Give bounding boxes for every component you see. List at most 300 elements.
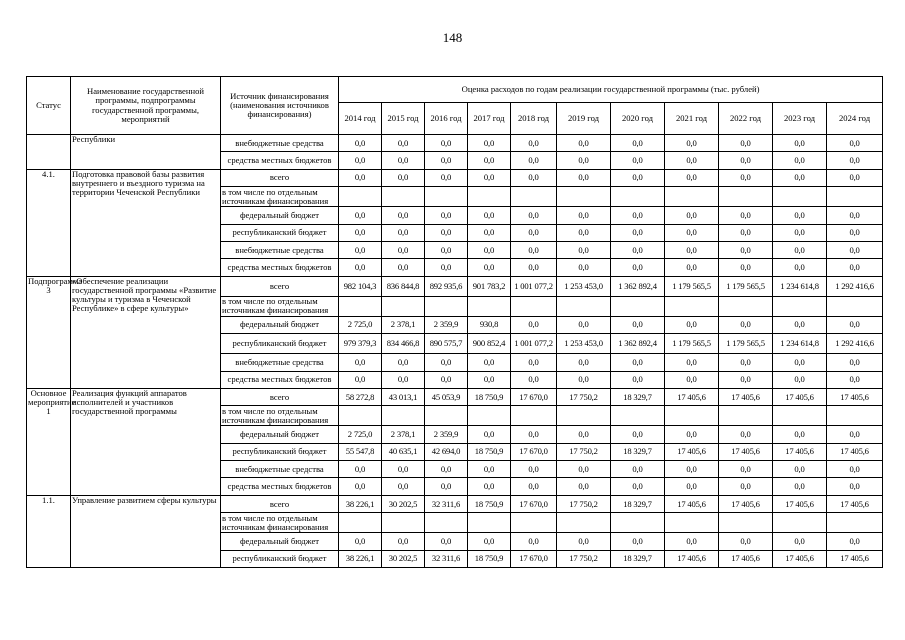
row-program-name: Республики	[71, 135, 221, 170]
value-cell: 0,0	[827, 224, 883, 241]
value-cell: 17 405,6	[719, 550, 773, 567]
value-cell: 0,0	[468, 241, 511, 258]
value-cell	[827, 296, 883, 316]
value-cell: 0,0	[827, 207, 883, 224]
value-cell: 0,0	[719, 152, 773, 169]
value-cell: 17 405,6	[665, 388, 719, 405]
value-cell: 0,0	[773, 241, 827, 258]
value-cell: 17 405,6	[665, 550, 719, 567]
value-cell: 0,0	[557, 224, 611, 241]
value-cell: 892 935,6	[425, 276, 468, 296]
value-cell: 0,0	[382, 259, 425, 276]
value-cell: 18 750,9	[468, 495, 511, 512]
value-cell	[339, 513, 382, 533]
header-source: Источник финансирования (наименования источников финансирования)	[221, 77, 339, 135]
value-cell	[719, 187, 773, 207]
value-cell: 0,0	[425, 152, 468, 169]
value-cell: 0,0	[468, 461, 511, 478]
value-cell: 0,0	[468, 135, 511, 152]
value-cell: 0,0	[557, 259, 611, 276]
row-status	[27, 135, 71, 170]
value-cell: 0,0	[773, 152, 827, 169]
value-cell: 0,0	[511, 478, 557, 495]
value-cell: 17 405,6	[665, 495, 719, 512]
header-year: 2023 год	[773, 103, 827, 135]
value-cell: 0,0	[511, 152, 557, 169]
value-cell	[773, 406, 827, 426]
value-cell	[468, 406, 511, 426]
value-cell: 930,8	[468, 316, 511, 333]
value-cell: 0,0	[557, 135, 611, 152]
value-cell: 17 405,6	[773, 550, 827, 567]
value-cell: 0,0	[468, 426, 511, 443]
value-cell	[557, 513, 611, 533]
value-cell: 0,0	[425, 207, 468, 224]
value-cell: 0,0	[425, 224, 468, 241]
value-cell	[511, 513, 557, 533]
value-cell: 0,0	[665, 241, 719, 258]
value-cell: 17 405,6	[827, 495, 883, 512]
value-cell: 0,0	[511, 207, 557, 224]
value-cell: 0,0	[611, 478, 665, 495]
value-cell: 38 226,1	[339, 550, 382, 567]
value-cell: 0,0	[773, 426, 827, 443]
value-cell	[719, 406, 773, 426]
value-cell: 0,0	[511, 241, 557, 258]
row-status: 1.1.	[27, 495, 71, 567]
value-cell: 0,0	[773, 478, 827, 495]
header-status: Статус	[27, 77, 71, 135]
row-funding-source: республиканский бюджет	[221, 550, 339, 567]
row-funding-source: внебюджетные средства	[221, 461, 339, 478]
value-cell: 0,0	[719, 371, 773, 388]
value-cell: 0,0	[382, 533, 425, 550]
value-cell	[382, 296, 425, 316]
value-cell: 0,0	[773, 354, 827, 371]
value-cell	[339, 296, 382, 316]
row-program-name: Реализация функций аппаратов исполнителей и участников государственной программы	[71, 388, 221, 495]
value-cell: 17 405,6	[827, 388, 883, 405]
value-cell: 0,0	[382, 371, 425, 388]
value-cell: 0,0	[339, 135, 382, 152]
value-cell: 2 359,9	[425, 316, 468, 333]
value-cell: 0,0	[611, 461, 665, 478]
value-cell: 1 362 892,4	[611, 276, 665, 296]
value-cell: 1 234 614,8	[773, 334, 827, 354]
value-cell: 0,0	[827, 241, 883, 258]
value-cell	[665, 296, 719, 316]
header-year: 2015 год	[382, 103, 425, 135]
value-cell: 1 179 565,5	[719, 334, 773, 354]
value-cell: 0,0	[611, 224, 665, 241]
table-row	[27, 169, 883, 186]
header-name: Наименование государственной программы, подпрограммы государственной программы, мероприятий	[71, 77, 221, 135]
value-cell: 0,0	[719, 135, 773, 152]
table-row	[27, 276, 883, 296]
row-funding-source: федеральный бюджет	[221, 207, 339, 224]
value-cell: 0,0	[339, 152, 382, 169]
value-cell: 2 378,1	[382, 426, 425, 443]
value-cell: 42 694,0	[425, 443, 468, 460]
value-cell: 0,0	[719, 426, 773, 443]
value-cell: 43 013,1	[382, 388, 425, 405]
value-cell	[468, 187, 511, 207]
row-status: Подпрограмма 3	[27, 276, 71, 388]
value-cell: 18 750,9	[468, 388, 511, 405]
value-cell	[827, 187, 883, 207]
header-year: 2017 год	[468, 103, 511, 135]
value-cell	[611, 296, 665, 316]
value-cell: 0,0	[827, 152, 883, 169]
value-cell: 0,0	[557, 169, 611, 186]
value-cell: 32 311,6	[425, 495, 468, 512]
value-cell: 1 362 892,4	[611, 334, 665, 354]
value-cell: 0,0	[773, 371, 827, 388]
value-cell: 0,0	[425, 461, 468, 478]
value-cell: 30 202,5	[382, 495, 425, 512]
value-cell: 0,0	[665, 461, 719, 478]
value-cell: 17 405,6	[719, 495, 773, 512]
value-cell: 18 750,9	[468, 443, 511, 460]
value-cell: 0,0	[611, 152, 665, 169]
value-cell: 0,0	[339, 371, 382, 388]
value-cell: 0,0	[827, 135, 883, 152]
value-cell: 900 852,4	[468, 334, 511, 354]
value-cell: 0,0	[382, 461, 425, 478]
value-cell: 1 292 416,6	[827, 276, 883, 296]
value-cell: 0,0	[382, 224, 425, 241]
value-cell: 1 001 077,2	[511, 276, 557, 296]
value-cell: 0,0	[827, 316, 883, 333]
value-cell: 0,0	[557, 426, 611, 443]
value-cell	[425, 513, 468, 533]
value-cell: 17 670,0	[511, 388, 557, 405]
value-cell: 0,0	[773, 533, 827, 550]
header-year: 2014 год	[339, 103, 382, 135]
value-cell: 30 202,5	[382, 550, 425, 567]
value-cell: 17 405,6	[773, 495, 827, 512]
value-cell: 0,0	[611, 207, 665, 224]
value-cell	[511, 187, 557, 207]
value-cell	[773, 513, 827, 533]
value-cell: 0,0	[425, 354, 468, 371]
row-funding-source: федеральный бюджет	[221, 316, 339, 333]
value-cell: 0,0	[719, 224, 773, 241]
value-cell	[468, 296, 511, 316]
value-cell: 17 750,2	[557, 495, 611, 512]
value-cell: 0,0	[719, 533, 773, 550]
value-cell: 0,0	[511, 224, 557, 241]
value-cell: 0,0	[611, 169, 665, 186]
row-funding-source: республиканский бюджет	[221, 334, 339, 354]
row-funding-source: всего	[221, 495, 339, 512]
row-status: Основное мероприятие 1	[27, 388, 71, 495]
value-cell: 18 329,7	[611, 495, 665, 512]
value-cell: 0,0	[773, 207, 827, 224]
row-program-name: «Обеспечение реализации государственной программы «Развитие культуры и туризма в Чеченской Республике» в сфере культуры»	[71, 276, 221, 388]
value-cell: 0,0	[339, 224, 382, 241]
value-cell: 0,0	[425, 478, 468, 495]
table-header	[27, 77, 883, 135]
header-year: 2021 год	[665, 103, 719, 135]
value-cell: 1 179 565,5	[665, 276, 719, 296]
value-cell	[827, 513, 883, 533]
value-cell: 0,0	[557, 533, 611, 550]
value-cell: 834 466,8	[382, 334, 425, 354]
value-cell: 0,0	[665, 371, 719, 388]
value-cell: 0,0	[773, 169, 827, 186]
value-cell	[557, 406, 611, 426]
value-cell: 32 311,6	[425, 550, 468, 567]
row-funding-source: в том числе по отдельным источникам финансирования	[221, 187, 339, 207]
value-cell: 0,0	[511, 316, 557, 333]
value-cell	[611, 513, 665, 533]
row-program-name: Управление развитием сферы культуры	[71, 495, 221, 567]
value-cell: 17 405,6	[719, 443, 773, 460]
value-cell	[611, 406, 665, 426]
value-cell	[382, 406, 425, 426]
row-funding-source: в том числе по отдельным источникам финансирования	[221, 296, 339, 316]
value-cell: 0,0	[611, 316, 665, 333]
value-cell: 18 329,7	[611, 388, 665, 405]
row-funding-source: федеральный бюджет	[221, 426, 339, 443]
header-year: 2024 год	[827, 103, 883, 135]
header-year: 2022 год	[719, 103, 773, 135]
value-cell: 0,0	[611, 135, 665, 152]
row-funding-source: внебюджетные средства	[221, 135, 339, 152]
value-cell: 0,0	[339, 478, 382, 495]
value-cell: 17 405,6	[827, 443, 883, 460]
value-cell: 17 405,6	[773, 443, 827, 460]
value-cell: 0,0	[773, 259, 827, 276]
row-funding-source: республиканский бюджет	[221, 443, 339, 460]
value-cell: 0,0	[339, 169, 382, 186]
value-cell	[382, 187, 425, 207]
row-funding-source: всего	[221, 276, 339, 296]
value-cell: 17 405,6	[773, 388, 827, 405]
value-cell: 901 783,2	[468, 276, 511, 296]
value-cell: 0,0	[511, 354, 557, 371]
row-funding-source: средства местных бюджетов	[221, 371, 339, 388]
value-cell: 17 750,2	[557, 443, 611, 460]
value-cell: 38 226,1	[339, 495, 382, 512]
value-cell: 0,0	[468, 224, 511, 241]
value-cell: 0,0	[665, 478, 719, 495]
row-funding-source: в том числе по отдельным источникам финансирования	[221, 513, 339, 533]
row-funding-source: всего	[221, 169, 339, 186]
value-cell: 0,0	[557, 241, 611, 258]
value-cell: 17 405,6	[665, 443, 719, 460]
value-cell: 0,0	[773, 461, 827, 478]
value-cell: 0,0	[611, 426, 665, 443]
table-body	[27, 135, 883, 568]
value-cell: 17 670,0	[511, 443, 557, 460]
value-cell: 0,0	[339, 461, 382, 478]
value-cell	[557, 187, 611, 207]
row-funding-source: средства местных бюджетов	[221, 478, 339, 495]
value-cell: 0,0	[339, 259, 382, 276]
value-cell	[665, 513, 719, 533]
value-cell: 0,0	[773, 224, 827, 241]
value-cell	[719, 296, 773, 316]
value-cell: 0,0	[468, 354, 511, 371]
value-cell: 0,0	[468, 207, 511, 224]
row-status: 4.1.	[27, 169, 71, 276]
value-cell: 17 405,6	[827, 550, 883, 567]
value-cell: 0,0	[382, 207, 425, 224]
header-estimate: Оценка расходов по годам реализации государственной программы (тыс. рублей)	[339, 77, 883, 103]
value-cell: 0,0	[665, 207, 719, 224]
value-cell: 890 575,7	[425, 334, 468, 354]
value-cell: 0,0	[827, 169, 883, 186]
value-cell: 1 179 565,5	[719, 276, 773, 296]
value-cell	[665, 187, 719, 207]
value-cell: 2 378,1	[382, 316, 425, 333]
value-cell: 0,0	[611, 241, 665, 258]
row-funding-source: в том числе по отдельным источникам финансирования	[221, 406, 339, 426]
value-cell	[382, 513, 425, 533]
value-cell: 0,0	[511, 461, 557, 478]
value-cell: 17 750,2	[557, 550, 611, 567]
value-cell: 0,0	[719, 478, 773, 495]
value-cell: 0,0	[425, 259, 468, 276]
header-year: 2020 год	[611, 103, 665, 135]
value-cell: 0,0	[665, 169, 719, 186]
table-row	[27, 135, 883, 152]
value-cell: 1 253 453,0	[557, 276, 611, 296]
value-cell: 0,0	[665, 135, 719, 152]
value-cell	[468, 513, 511, 533]
row-funding-source: республиканский бюджет	[221, 224, 339, 241]
budget-table	[26, 76, 883, 568]
value-cell: 0,0	[773, 316, 827, 333]
value-cell: 17 405,6	[719, 388, 773, 405]
value-cell: 0,0	[665, 152, 719, 169]
value-cell: 0,0	[382, 241, 425, 258]
value-cell: 0,0	[665, 224, 719, 241]
value-cell	[773, 187, 827, 207]
value-cell: 0,0	[339, 533, 382, 550]
value-cell: 0,0	[719, 207, 773, 224]
value-cell: 18 329,7	[611, 443, 665, 460]
value-cell: 0,0	[827, 259, 883, 276]
value-cell: 1 001 077,2	[511, 334, 557, 354]
value-cell: 0,0	[511, 533, 557, 550]
row-funding-source: средства местных бюджетов	[221, 152, 339, 169]
value-cell: 0,0	[382, 135, 425, 152]
value-cell: 58 272,8	[339, 388, 382, 405]
row-program-name: Подготовка правовой базы развития внутреннего и въездного туризма на территории Чеченской Республики	[71, 169, 221, 276]
value-cell	[425, 296, 468, 316]
row-funding-source: федеральный бюджет	[221, 533, 339, 550]
value-cell: 836 844,8	[382, 276, 425, 296]
value-cell: 0,0	[827, 478, 883, 495]
value-cell: 0,0	[557, 354, 611, 371]
value-cell: 45 053,9	[425, 388, 468, 405]
value-cell	[511, 406, 557, 426]
value-cell: 17 670,0	[511, 495, 557, 512]
value-cell: 979 379,3	[339, 334, 382, 354]
value-cell: 0,0	[719, 316, 773, 333]
value-cell: 0,0	[425, 169, 468, 186]
table-row	[27, 388, 883, 405]
value-cell	[827, 406, 883, 426]
value-cell: 17 670,0	[511, 550, 557, 567]
value-cell: 1 234 614,8	[773, 276, 827, 296]
value-cell: 0,0	[468, 169, 511, 186]
value-cell: 0,0	[665, 426, 719, 443]
value-cell: 0,0	[382, 354, 425, 371]
value-cell: 0,0	[827, 354, 883, 371]
value-cell: 1 253 453,0	[557, 334, 611, 354]
value-cell: 0,0	[557, 316, 611, 333]
value-cell: 55 547,8	[339, 443, 382, 460]
header-year: 2019 год	[557, 103, 611, 135]
value-cell: 0,0	[827, 461, 883, 478]
value-cell: 0,0	[468, 152, 511, 169]
value-cell: 0,0	[382, 169, 425, 186]
value-cell: 18 329,7	[611, 550, 665, 567]
value-cell: 0,0	[557, 207, 611, 224]
value-cell: 0,0	[557, 478, 611, 495]
value-cell: 40 635,1	[382, 443, 425, 460]
value-cell: 0,0	[719, 259, 773, 276]
header-year: 2016 год	[425, 103, 468, 135]
value-cell: 0,0	[511, 169, 557, 186]
value-cell: 0,0	[468, 533, 511, 550]
value-cell: 0,0	[719, 354, 773, 371]
value-cell: 0,0	[511, 371, 557, 388]
table-row	[27, 495, 883, 512]
value-cell	[339, 406, 382, 426]
value-cell: 1 292 416,6	[827, 334, 883, 354]
value-cell	[425, 187, 468, 207]
value-cell: 0,0	[611, 371, 665, 388]
value-cell: 2 359,9	[425, 426, 468, 443]
value-cell: 2 725,0	[339, 316, 382, 333]
value-cell: 0,0	[339, 354, 382, 371]
value-cell: 0,0	[773, 135, 827, 152]
value-cell: 0,0	[468, 478, 511, 495]
row-funding-source: внебюджетные средства	[221, 354, 339, 371]
value-cell: 0,0	[382, 478, 425, 495]
value-cell: 0,0	[468, 259, 511, 276]
value-cell: 0,0	[511, 135, 557, 152]
row-funding-source: всего	[221, 388, 339, 405]
row-funding-source: средства местных бюджетов	[221, 259, 339, 276]
value-cell: 0,0	[827, 371, 883, 388]
value-cell: 0,0	[339, 207, 382, 224]
value-cell: 0,0	[665, 533, 719, 550]
value-cell: 0,0	[557, 371, 611, 388]
value-cell: 0,0	[665, 259, 719, 276]
value-cell: 0,0	[665, 354, 719, 371]
value-cell	[511, 296, 557, 316]
value-cell: 1 179 565,5	[665, 334, 719, 354]
row-funding-source: внебюджетные средства	[221, 241, 339, 258]
value-cell: 0,0	[425, 533, 468, 550]
value-cell: 0,0	[557, 152, 611, 169]
value-cell: 0,0	[611, 354, 665, 371]
page-number: 148	[442, 30, 463, 45]
value-cell	[557, 296, 611, 316]
value-cell: 0,0	[382, 152, 425, 169]
header-year: 2018 год	[511, 103, 557, 135]
value-cell: 0,0	[339, 241, 382, 258]
value-cell	[773, 296, 827, 316]
value-cell: 0,0	[827, 426, 883, 443]
value-cell	[339, 187, 382, 207]
